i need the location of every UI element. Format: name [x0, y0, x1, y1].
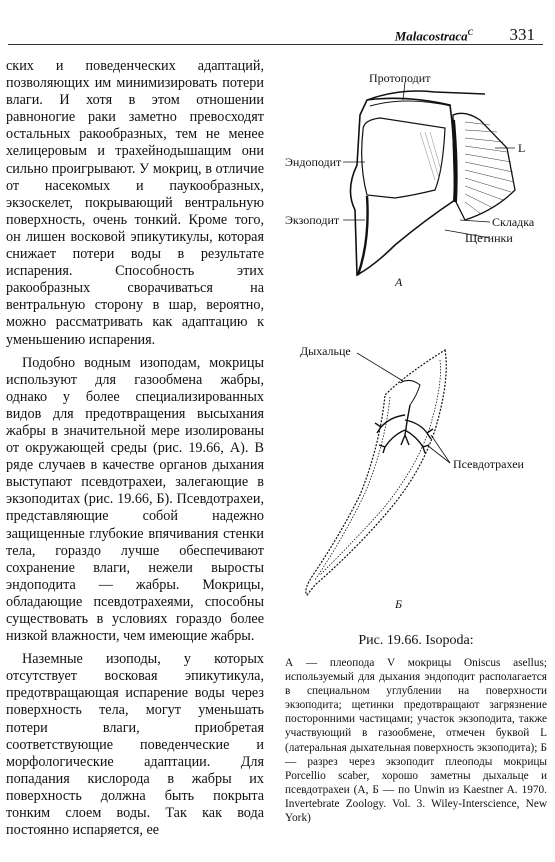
header-rule — [8, 44, 543, 45]
page-header — [8, 0, 543, 46]
endopodite-outline — [362, 118, 445, 198]
label-pseudotracheae: Псевдотрахеи — [453, 457, 524, 471]
running-title — [395, 28, 473, 44]
figure-a-pleopod-drawing — [285, 70, 550, 295]
figure-caption: А — плеопода V мокрицы Oniscus asellus; используемый для дыхания эндоподит располагается в специальном углублении на поверхности экзоподита; щетинки предотвращают загрязнение посторонними частицами; участок экзоподита, также участвующий в газообмене, отмечен буквой L (латеральная дыхательная поверхность экзоподита); Б — разрез через экзоподит плеоподы мокрицы Porcellio scaber, хорошо заметны дыхальце и псевдотрахеи (А, Б — по Unwin из Kaestner A. 1970. Invertebrate Zoology. Vol. 3. Wiley-Interscience, New York) — [285, 657, 547, 825]
label-protopodite: Протоподит — [369, 71, 431, 85]
paragraph-3: Наземные изоподы, у которых отсутствует восковая эпикутикула, предотвращающая испарение воды через поверхность тела, могут уменьшать потери влаги, приобретая соответствующие поведенческие и морфологические адаптации. Для попадания кислорода в жабры их поверхность должна быть покрыта тонким слоем воды. Так как вода постоянно испаряется, ее — [6, 651, 264, 839]
label-fold: Складка — [492, 215, 535, 229]
protopodite-band-2 — [370, 101, 451, 106]
fold-line — [358, 196, 368, 275]
lateral-area — [453, 113, 515, 220]
label-spiracle: Дыхальце — [300, 344, 351, 358]
label-setae: Щетинки — [465, 231, 513, 245]
page-number: 331 — [509, 25, 535, 44]
section-inner-outline-2 — [315, 397, 390, 580]
pseudotracheae-branches — [375, 405, 433, 453]
figure-b-section-drawing — [285, 335, 550, 615]
figure-title: Рис. 19.66. Isopoda: — [358, 633, 474, 648]
leader-lines-b — [357, 353, 450, 463]
label-exopodite: Экзоподит — [285, 213, 340, 227]
running-title-text: Malacostraca — [394, 28, 468, 44]
leader-lines-a — [343, 82, 515, 238]
label-panel-b: Б — [395, 597, 403, 611]
label-panel-a: А — [395, 275, 403, 289]
section-outer-outline — [306, 350, 446, 595]
paragraph-2: Подобно водным изоподам, мокрицы используют для газообмена жабры, однако у более специализированных видов для предотвращения высыхания жабры в значительной мере изолированы от окружающей среды (рис. 19.66, А). В ряде случаев в качестве органов дыхания выступают псевдотрахеи, залегающие в экзоподитах (рис. 19.66, Б). Псевдотрахеи, представляющие собой надежно защищенные глубокие впячивания стенки тела, гораздо лучше обеспечивают сохранение влаги, нежели выросты эндоподита — жабры. Мокрицы, обладающие псевдотрахеями, способны существовать в условиях гораздо более низкой влажности, чем имеющие жабры. — [6, 354, 264, 645]
spiracle-opening — [400, 380, 420, 405]
running-title-mark: C — [467, 28, 473, 37]
endopodite-shading — [420, 132, 441, 180]
exopodite-outline — [350, 98, 455, 275]
setae-hatching — [465, 122, 514, 214]
body-text-column — [6, 58, 264, 839]
label-endopodite: Эндоподит — [285, 155, 342, 169]
label-l: L — [518, 141, 526, 155]
paragraph-1: ских и поведенческих адаптаций, позволяющих им минимизировать потери влаги. И хотя в этом отношении равноногие раки заметно превосходят остальных ракообразных, тем не менее хелицеровым и трахейнодышащим они сильно проигрывают. У мокриц, в отличие от насекомых и паукообразных, экзоскелет, покрывающий вентральную поверхность, очень тонкий. Кроме того, он лишен восковой эпикутикулы, которая снижает потери воды в результате испарения. Способность этих ракообразных сворачиваться на вентральную сторону в шар, вероятно, можно рассматривать как адаптацию к уменьшению испарения. — [6, 58, 264, 348]
